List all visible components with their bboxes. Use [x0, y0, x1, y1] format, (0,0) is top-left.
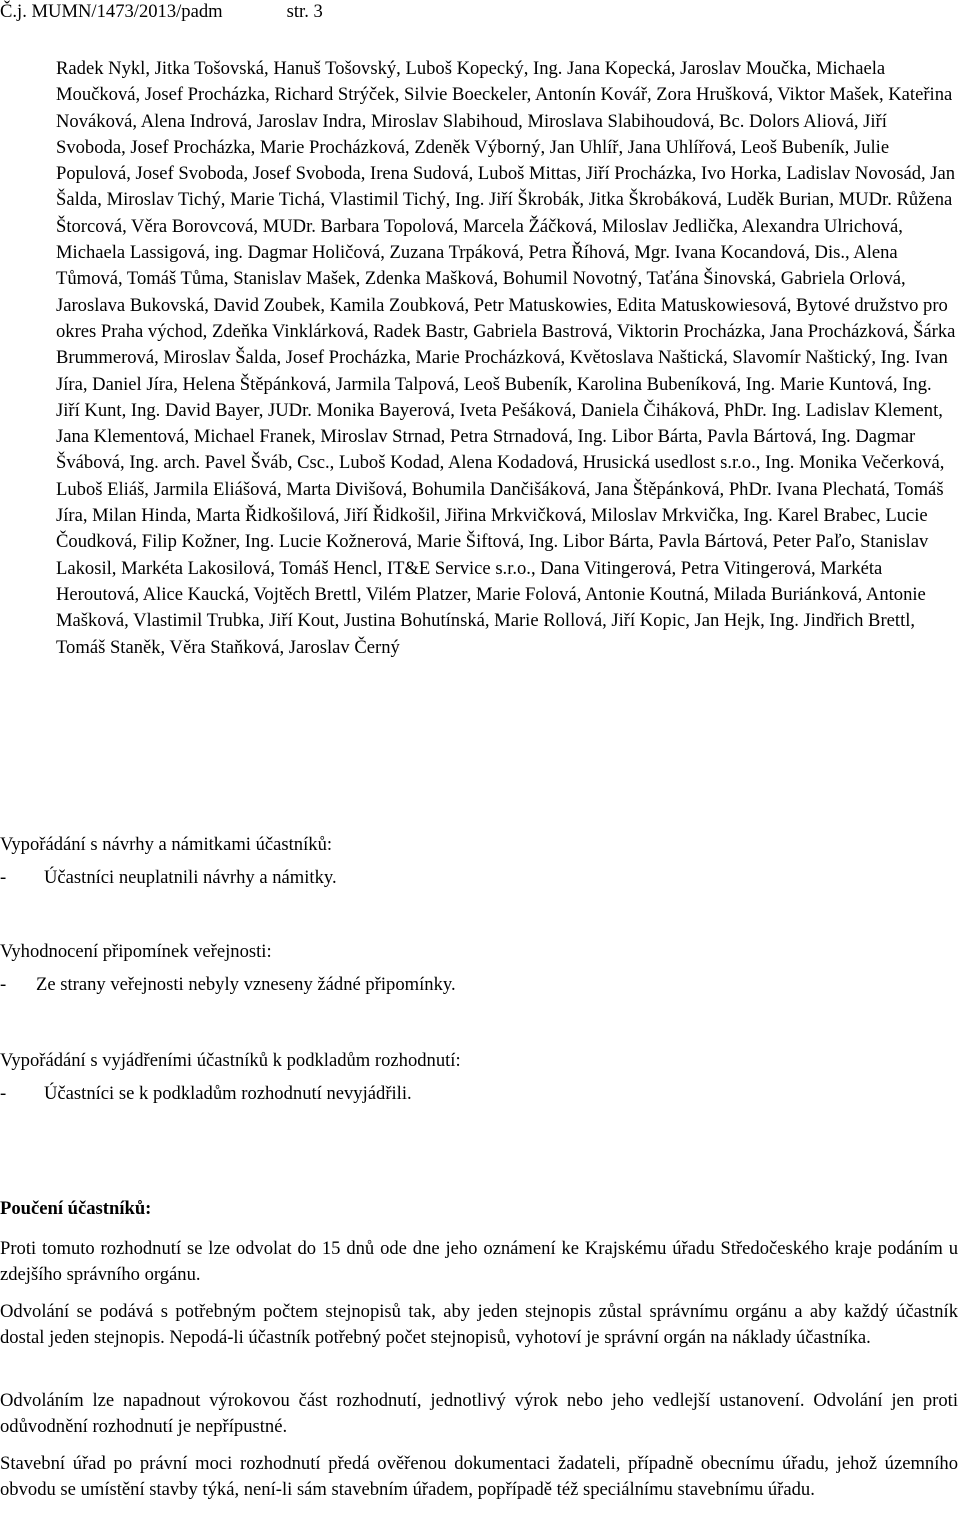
section-item-podklady — [0, 1082, 412, 1106]
section-item-text: Účastníci se k podkladům rozhodnutí nevyjádřili. — [44, 1083, 412, 1104]
page-header — [0, 0, 323, 24]
section-item-pripominky — [0, 973, 456, 997]
pouceni-paragraph-napadnuti: Odvoláním lze napadnout výrokovou část rozhodnutí, jednotlivý výrok nebo jeho vedlejší ustanovení. Odvolání jen proti odůvodnění rozhodnutí je nepřípustné. — [0, 1390, 958, 1437]
section-heading-pripominky: Vyhodnocení připomínek veřejnosti: — [0, 941, 272, 962]
participants-list: Radek Nykl, Jitka Tošovská, Hanuš Tošovský, Luboš Kopecký, Ing. Jana Kopecká, Jaroslav Moučka, Michaela Moučková, Josef Procházka, Richard Strýček, Silvie Boeckeler, Antonín Kovář, Zora Hrušková, Viktor Mašek, Kateřina Nováková, Alena Indrová, Jaroslav Indra, Miroslav Slabihoud, Miroslava Slabihoudová, Bc. Dolors Aliová, Jiří Svoboda, Josef Procházka, Marie Procházková, Zdeněk Výborný, Jan Uhlíř, Jana Uhlířová, Leoš Bubeník, Julie Populová, Josef Svoboda, Josef Svoboda, Irena Sudová, Luboš Mittas, Jiří Procházka, Ivo Horka, Ladislav Novosád, Jan Šalda, Miroslav Tichý, Marie Tichá, Vlastimil Tichý, Ing. Jiří Škrobák, Jitka Škrobáková, Luděk Burian, MUDr. Růžena Štorcová, Věra Borovcová, MUDr. Barbara Topolová, Marcela Žáčková, Miloslav Jedlička, Alexandra Ulrichová, Michaela Lassigová, ing. Dagmar Holičová, Zuzana Trpáková, Petra Říhová, Mgr. Ivana Kocandová, Dis., Alena Tůmová, Tomáš Tůma, Stanislav Mašek, Zdenka Mašková, Bohumil Novotný, Taťána Šinovská, Gabriela Orlová, Jaroslava Bukovská, David Zoubek, Kamila Zoubková, Petr Matuskowies, Edita Matuskowiesová, Bytové družstvo pro okres Praha východ, Zdeňka Vinklárková, Radek Bastr, Gabriela Bastrová, Viktorin Procházka, Jana Procházková, Šárka Brummerová, Miroslav Šalda, Josef Procházka, Marie Procházková, Květoslava Naštická, Slavomír Naštický, Ing. Ivan Jíra, Daniel Jíra, Helena Štěpánková, Jarmila Talpová, Leoš Bubeník, Karolina Bubeníková, Ing. Marie Kuntová, Ing. Jiří Kunt, Ing. David Bayer, JUDr. Monika Bayerová, Iveta Pešáková, Daniela Čiháková, PhDr. Ing. Ladislav Klement, Jana Klementová, Michael Franek, Miroslav Strnad, Petra Strnadová, Ing. Libor Bárta, Pavla Bártová, Ing. Dagmar Švábová, Ing. arch. Pavel Šváb, Csc., Luboš Kodad, Alena Kodadová, Hrusická usedlost s.r.o., Ing. Monika Večerková, Luboš Eliáš, Jarmila Eliášová, Marta Divišová, Bohumila Dančišáková, Jana Štěpánková, PhDr. Ivana Plechatá, Tomáš Jíra, Milan Hinda, Marta Řidkošilová, Jiří Řidkošil, Jiřina Mrkvičková, Miloslav Mrkvička, Ing. Karel Brabec, Lucie Čoudková, Filip Kožner, Ing. Lucie Kožnerová, Marie Šiftová, Ing. Libor Bárta, Pavla Bártová, Peter Paľo, Stanislav Lakosil, Markéta Lakosilová, Tomáš Hencl, IT&E Service s.r.o., Dana Vitingerová, Petra Vitingerová, Markéta Heroutová, Alice Kaucká, Vojtěch Brettl, Vilém Platzer, Marie Folová, Antonie Koutná, Milada Buriánková, Antonie Mašková, Vlastimil Trubka, Jiří Kout, Justina Bohutínská, Marie Rollová, Jiří Kopic, Jan Hejk, Ing. Jindřich Brettl, Tomáš Staněk, Věra Staňková, Jaroslav Černý — [56, 58, 956, 658]
bullet-dash: - — [0, 1083, 7, 1104]
section-heading-navrhy: Vypořádání s návrhy a námitkami účastníků: — [0, 834, 333, 855]
pouceni-heading: Poučení účastníků: — [0, 1198, 152, 1219]
section-item-text: Účastníci neuplatnili návrhy a námitky. — [44, 867, 337, 888]
page-number: str. 3 — [286, 1, 323, 22]
pouceni-paragraph-dokumentace: Stavební úřad po právní moci rozhodnutí předá ověřenou dokumentaci žadateli, případně obecnímu úřadu, jehož územního obvodu se umístění stavby týká, není-li sám stavebním úřadem, popřípadě též speciálnímu stavebnímu úřadu. — [0, 1453, 958, 1500]
bullet-dash: - — [0, 867, 7, 888]
section-heading-podklady: Vypořádání s vyjádřeními účastníků k podkladům rozhodnutí: — [0, 1050, 461, 1071]
section-item-text: Ze strany veřejnosti nebyly vzneseny žádné připomínky. — [36, 974, 456, 995]
pouceni-paragraph-stejnopisy: Odvolání se podává s potřebným počtem stejnopisů tak, aby jeden stejnopis zůstal správnímu orgánu a aby každý účastník dostal jeden stejnopis. Nepodá-li účastník potřebný počet stejnopisů, vyhotoví je správní orgán na náklady účastníka. — [0, 1301, 958, 1348]
bullet-dash: - — [0, 974, 7, 995]
document-reference: Č.j. MUMN/1473/2013/padm — [0, 1, 223, 22]
pouceni-paragraph-odvolani: Proti tomuto rozhodnutí se lze odvolat do 15 dnů ode dne jeho oznámení ke Krajskému úřadu Středočeského kraje podáním u zdejšího správního orgánu. — [0, 1238, 958, 1285]
section-item-navrhy — [0, 866, 337, 890]
